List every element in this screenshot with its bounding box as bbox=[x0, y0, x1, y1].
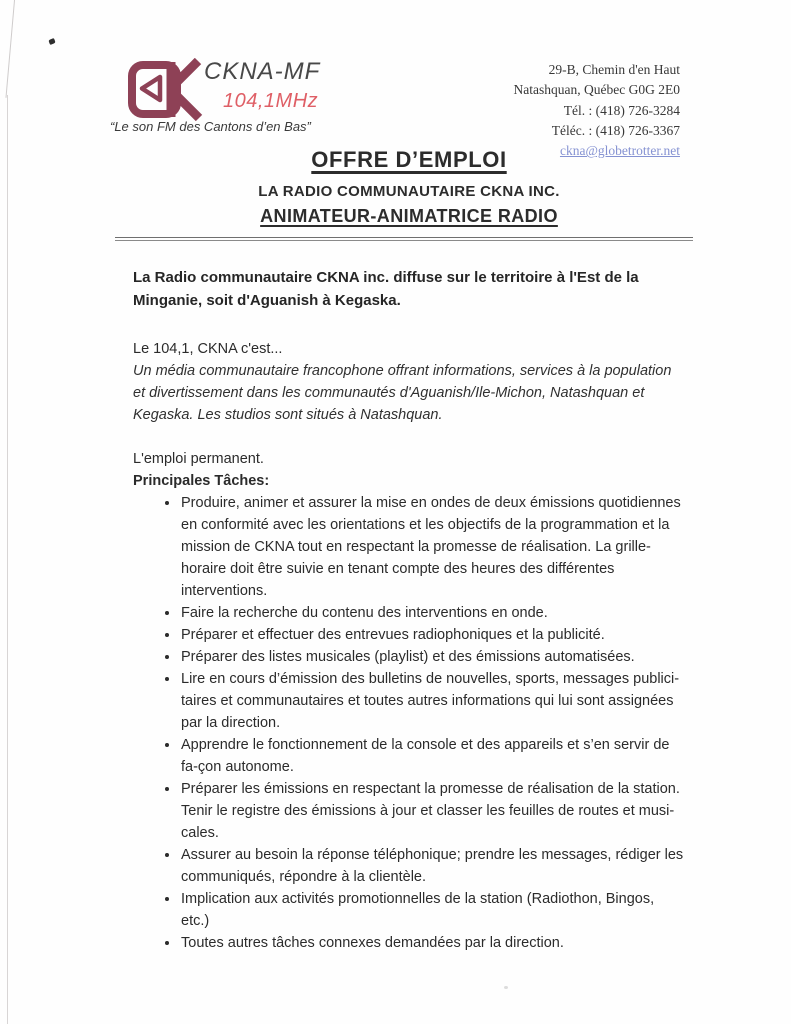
task-item: • Préparer des listes musicales (playlist) et des émissions automatisées. bbox=[180, 646, 686, 668]
document-body bbox=[133, 267, 686, 954]
fax-line: Téléc. : (418) 726-3367 bbox=[551, 122, 680, 138]
phone-line: Tél. : (418) 726-3284 bbox=[563, 102, 680, 118]
station-frequency: 104,1MHz bbox=[223, 90, 319, 112]
position-title: ANIMATEUR-ANIMATRICE RADIO bbox=[260, 206, 558, 226]
task-item: • Lire en cours d’émission des bulletins de nouvelles, sports, messages publici-taires et communautaires et toutes autres informations qui lui sont assignées par la direction. bbox=[180, 668, 686, 734]
task-item: • Implication aux activités promotionnelles de la station (Radiothon, Bingos, etc.) bbox=[180, 888, 686, 932]
scan-edge-line bbox=[7, 95, 8, 1024]
scan-dot-artifact bbox=[504, 986, 508, 989]
page-title: OFFRE D’EMPLOI bbox=[311, 147, 507, 172]
task-item: • Préparer et effectuer des entrevues radiophoniques et la publicité. bbox=[180, 624, 686, 646]
station-name: CKNA-MF bbox=[204, 58, 321, 85]
scan-edge-line-top bbox=[5, 0, 15, 98]
email-link[interactable]: ckna@globetrotter.net bbox=[559, 143, 680, 159]
tasks-heading: Principales Tâches: bbox=[133, 473, 270, 489]
employment-status: L'emploi permanent. bbox=[133, 451, 264, 467]
station-description: Un média communautaire francophone offrant informations, services à la population et divertissement dans les communautés d'Aguanish/Ile-Michon, Natashquan et Kegaska. Les studios sont situés à Natashquan. bbox=[133, 363, 672, 423]
station-slogan: “Le son FM des Cantons d’en Bas” bbox=[110, 119, 311, 134]
ckna-logo-icon bbox=[127, 58, 203, 127]
task-item: • Toutes autres tâches connexes demandées par la direction. bbox=[180, 932, 686, 954]
task-item: • Assurer au besoin la réponse téléphonique; prendre les messages, rédiger les communiqués, répondre à la clientèle. bbox=[180, 844, 686, 888]
tasks-list bbox=[133, 492, 686, 954]
task-item: • Faire la recherche du contenu des interventions en onde. bbox=[180, 602, 686, 624]
address-line-2: Natashquan, Québec G0G 2E0 bbox=[513, 82, 680, 98]
company-subtitle: LA RADIO COMMUNAUTAIRE CKNA INC. bbox=[258, 183, 560, 200]
scan-speck-artifact bbox=[48, 38, 55, 45]
address-line-1: 29-B, Chemin d'en Haut bbox=[548, 62, 680, 77]
intro-paragraph: La Radio communautaire CKNA inc. diffuse sur le territoire à l'Est de la Minganie, soit d'Aguanish à Kegaska. bbox=[133, 269, 639, 309]
task-item: • Produire, animer et assurer la mise en ondes de deux émissions quotidiennes en conformité avec les orientations et les objectifs de la programmation et la mission de CKNA tout en respectant la promesse de réalisation. La grille-horaire doit être suivie en tenant compte des heures des différentes interventions. bbox=[180, 492, 686, 602]
lead-in-line: Le 104,1, CKNA c'est... bbox=[133, 341, 283, 357]
task-item: • Préparer les émissions en respectant la promesse de réalisation de la station. Tenir le registre des émissions à jour et classer les feuilles de routes et musi-cales. bbox=[180, 778, 686, 844]
task-item: • Apprendre le fonctionnement de la console et des appareils et s’en servir de fa-çon autonome. bbox=[180, 734, 686, 778]
header-divider bbox=[115, 237, 693, 241]
